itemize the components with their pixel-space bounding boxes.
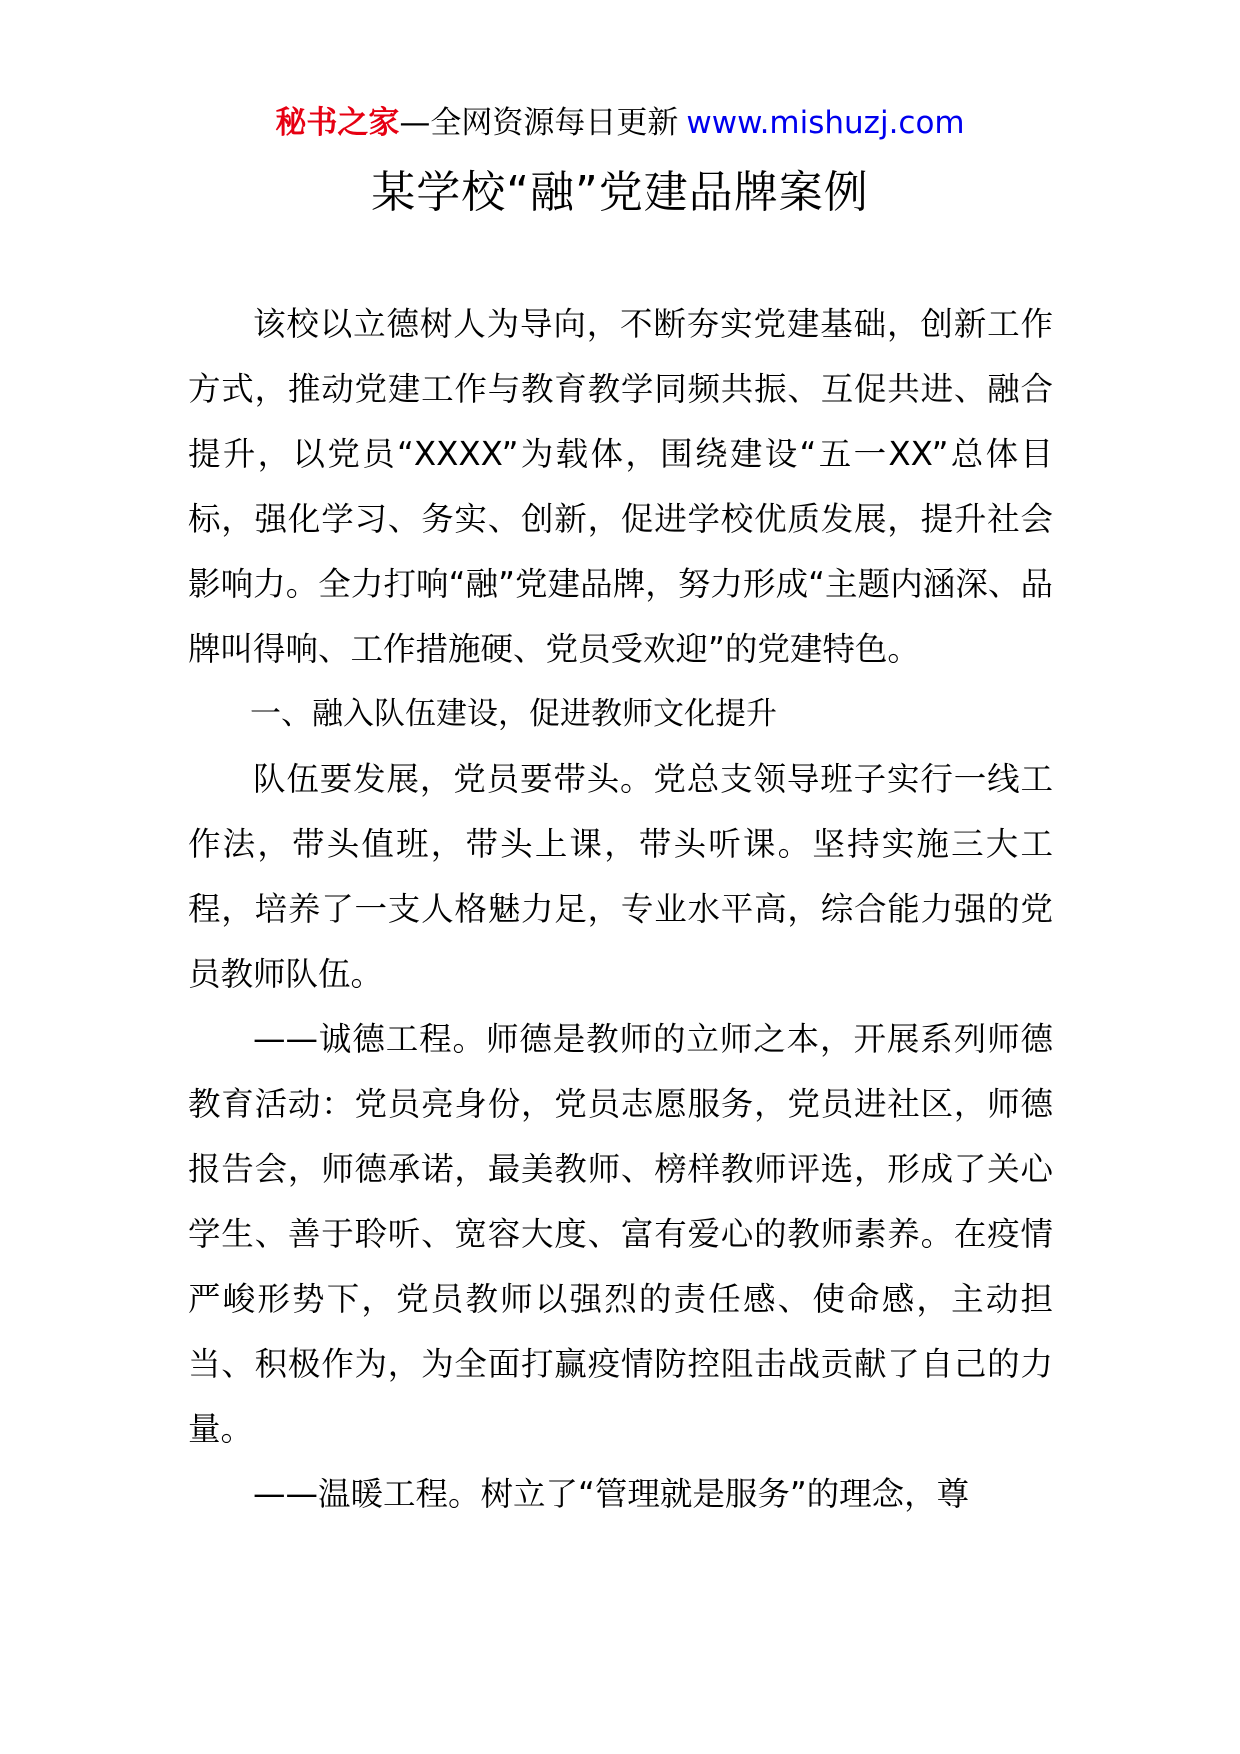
site-header	[0, 100, 1240, 146]
document-title: 某学校“融”党建品牌案例	[371, 167, 869, 218]
section-heading-1: 一、融入队伍建设，促进教师文化提升	[250, 696, 777, 732]
body-paragraph: ——诚德工程。师德是教师的立师之本，开展系列师德教育活动：党员亮身份，党员志愿服务，党员进社区，师德报告会，师德承诺，最美教师、榜样教师评选，形成了关心学生、善于聆听、宽容大度、富有爱心的教师素养。在疫情严峻形势下，党员教师以强烈的责任感、使命感，主动担当、积极作为，为全面打赢疫情防控阻击战贡献了自己的力量。	[188, 1020, 1053, 1448]
intro-paragraph: 该校以立德树人为导向，不断夯实党建基础，创新工作方式，推动党建工作与教育教学同频共振、互促共进、融合提升，以党员“XXXX”为载体，围绕建设“五一XX”总体目标，强化学习、务实、创新，促进学校优质发展，提升社会影响力。全力打响“融”党建品牌，努力形成“主题内涵深、品牌叫得响、工作措施硬、党员受欢迎”的党建特色。	[188, 305, 1053, 668]
site-name: 秘书之家	[275, 105, 400, 141]
site-url-link[interactable]: www.mishuzj.com	[686, 105, 965, 141]
site-slogan: —全网资源每日更新	[399, 105, 679, 141]
document-body	[188, 292, 1053, 1527]
body-paragraph: 队伍要发展，党员要带头。党总支领导班子实行一线工作法，带头值班，带头上课，带头听课。坚持实施三大工程，培养了一支人格魅力足，专业水平高，综合能力强的党员教师队伍。	[188, 760, 1053, 993]
body-paragraph: ——温暖工程。树立了“管理就是服务”的理念，尊	[253, 1475, 970, 1513]
